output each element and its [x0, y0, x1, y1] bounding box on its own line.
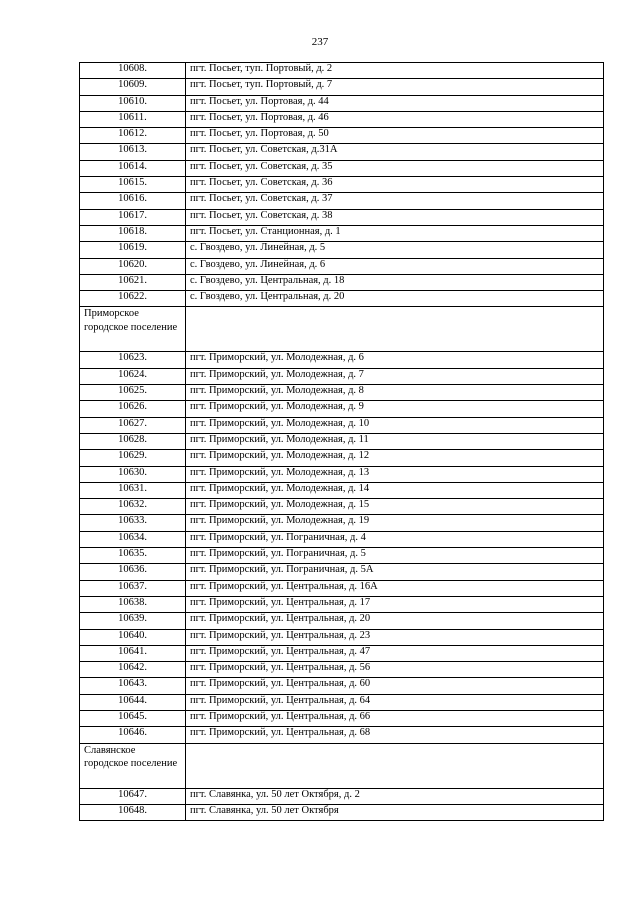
row-address: пгт. Приморский, ул. Молодежная, д. 15 [186, 499, 604, 515]
table-row [80, 274, 604, 290]
table-row [80, 258, 604, 274]
row-number: 10643. [80, 678, 186, 694]
table-row [80, 291, 604, 307]
row-number: 10639. [80, 613, 186, 629]
row-number: 10637. [80, 580, 186, 596]
row-number: 10619. [80, 242, 186, 258]
table-row [80, 596, 604, 612]
row-address: с. Гвоздево, ул. Центральная, д. 20 [186, 291, 604, 307]
row-number: 10625. [80, 385, 186, 401]
row-address: пгт. Приморский, ул. Молодежная, д. 13 [186, 466, 604, 482]
row-number: 10612. [80, 128, 186, 144]
table-row [80, 613, 604, 629]
group-name: Славянское городское поселение [80, 743, 186, 788]
table-row [80, 95, 604, 111]
table-row [80, 111, 604, 127]
row-address: пгт. Посьет, ул. Советская, д. 35 [186, 160, 604, 176]
row-address: пгт. Славянка, ул. 50 лет Октября, д. 2 [186, 788, 604, 804]
row-address: пгт. Приморский, ул. Центральная, д. 68 [186, 727, 604, 743]
row-number: 10622. [80, 291, 186, 307]
table-row [80, 242, 604, 258]
table-row [80, 548, 604, 564]
row-address: пгт. Приморский, ул. Центральная, д. 23 [186, 629, 604, 645]
address-table [79, 62, 604, 821]
row-address: с. Гвоздево, ул. Линейная, д. 6 [186, 258, 604, 274]
row-address: пгт. Приморский, ул. Молодежная, д. 7 [186, 368, 604, 384]
row-address: с. Гвоздево, ул. Линейная, д. 5 [186, 242, 604, 258]
row-address: пгт. Приморский, ул. Центральная, д. 60 [186, 678, 604, 694]
row-number: 10613. [80, 144, 186, 160]
row-number: 10646. [80, 727, 186, 743]
row-number: 10645. [80, 710, 186, 726]
row-address: пгт. Приморский, ул. Центральная, д. 64 [186, 694, 604, 710]
row-address: пгт. Приморский, ул. Пограничная, д. 4 [186, 531, 604, 547]
table-row [80, 645, 604, 661]
table-row [80, 417, 604, 433]
table-row [80, 352, 604, 368]
row-address: пгт. Посьет, туп. Портовый, д. 2 [186, 63, 604, 79]
row-address: пгт. Приморский, ул. Молодежная, д. 19 [186, 515, 604, 531]
row-number: 10647. [80, 788, 186, 804]
row-address: пгт. Приморский, ул. Центральная, д. 56 [186, 662, 604, 678]
row-number: 10618. [80, 225, 186, 241]
row-address: пгт. Приморский, ул. Пограничная, д. 5А [186, 564, 604, 580]
row-number: 10640. [80, 629, 186, 645]
row-number: 10623. [80, 352, 186, 368]
row-address: пгт. Посьет, ул. Портовая, д. 44 [186, 95, 604, 111]
row-number: 10633. [80, 515, 186, 531]
address-table-body [80, 63, 604, 821]
row-number: 10621. [80, 274, 186, 290]
table-row [80, 694, 604, 710]
row-address: пгт. Приморский, ул. Молодежная, д. 8 [186, 385, 604, 401]
row-address: пгт. Славянка, ул. 50 лет Октября [186, 804, 604, 820]
table-row [80, 629, 604, 645]
table-row [80, 531, 604, 547]
table-row [80, 499, 604, 515]
row-address: пгт. Приморский, ул. Молодежная, д. 9 [186, 401, 604, 417]
row-number: 10616. [80, 193, 186, 209]
row-address: пгт. Приморский, ул. Центральная, д. 47 [186, 645, 604, 661]
group-empty-cell [186, 307, 604, 352]
group-header-row [80, 743, 604, 788]
row-number: 10634. [80, 531, 186, 547]
row-number: 10631. [80, 482, 186, 498]
table-row [80, 433, 604, 449]
row-number: 10620. [80, 258, 186, 274]
row-number: 10626. [80, 401, 186, 417]
row-number: 10611. [80, 111, 186, 127]
table-row [80, 727, 604, 743]
page-number: 237 [311, 36, 329, 48]
row-address: пгт. Посьет, ул. Портовая, д. 50 [186, 128, 604, 144]
row-number: 10638. [80, 596, 186, 612]
row-address: пгт. Посьет, ул. Портовая, д. 46 [186, 111, 604, 127]
row-number: 10632. [80, 499, 186, 515]
row-address: пгт. Приморский, ул. Молодежная, д. 12 [186, 450, 604, 466]
row-number: 10636. [80, 564, 186, 580]
row-number: 10628. [80, 433, 186, 449]
table-row [80, 368, 604, 384]
table-row [80, 710, 604, 726]
row-address: пгт. Приморский, ул. Центральная, д. 66 [186, 710, 604, 726]
row-address: пгт. Посьет, ул. Советская, д. 36 [186, 177, 604, 193]
row-number: 10642. [80, 662, 186, 678]
table-row [80, 79, 604, 95]
row-address: пгт. Посьет, ул. Советская, д.31А [186, 144, 604, 160]
row-number: 10630. [80, 466, 186, 482]
row-number: 10609. [80, 79, 186, 95]
table-row [80, 788, 604, 804]
table-row [80, 63, 604, 79]
table-row [80, 128, 604, 144]
table-row [80, 144, 604, 160]
row-address: пгт. Приморский, ул. Молодежная, д. 11 [186, 433, 604, 449]
row-number: 10644. [80, 694, 186, 710]
row-number: 10614. [80, 160, 186, 176]
table-row [80, 482, 604, 498]
group-name: Приморское городское поселение [80, 307, 186, 352]
row-address: пгт. Приморский, ул. Центральная, д. 16А [186, 580, 604, 596]
row-address: пгт. Посьет, туп. Портовый, д. 7 [186, 79, 604, 95]
table-row [80, 385, 604, 401]
table-row [80, 209, 604, 225]
row-number: 10648. [80, 804, 186, 820]
table-row [80, 225, 604, 241]
row-address: пгт. Посьет, ул. Станционная, д. 1 [186, 225, 604, 241]
table-row [80, 580, 604, 596]
row-address: с. Гвоздево, ул. Центральная, д. 18 [186, 274, 604, 290]
row-number: 10610. [80, 95, 186, 111]
table-row [80, 177, 604, 193]
table-row [80, 160, 604, 176]
row-address: пгт. Приморский, ул. Центральная, д. 20 [186, 613, 604, 629]
table-row [80, 804, 604, 820]
row-address: пгт. Приморский, ул. Молодежная, д. 10 [186, 417, 604, 433]
row-number: 10641. [80, 645, 186, 661]
row-address: пгт. Приморский, ул. Центральная, д. 17 [186, 596, 604, 612]
row-number: 10617. [80, 209, 186, 225]
row-number: 10615. [80, 177, 186, 193]
table-row [80, 466, 604, 482]
row-number: 10608. [80, 63, 186, 79]
group-header-row [80, 307, 604, 352]
row-address: пгт. Приморский, ул. Молодежная, д. 14 [186, 482, 604, 498]
row-number: 10624. [80, 368, 186, 384]
row-number: 10629. [80, 450, 186, 466]
row-address: пгт. Посьет, ул. Советская, д. 38 [186, 209, 604, 225]
table-row [80, 662, 604, 678]
row-address: пгт. Посьет, ул. Советская, д. 37 [186, 193, 604, 209]
table-row [80, 515, 604, 531]
table-row [80, 193, 604, 209]
group-empty-cell [186, 743, 604, 788]
table-row [80, 450, 604, 466]
row-number: 10635. [80, 548, 186, 564]
table-row [80, 678, 604, 694]
row-address: пгт. Приморский, ул. Пограничная, д. 5 [186, 548, 604, 564]
table-row [80, 564, 604, 580]
row-number: 10627. [80, 417, 186, 433]
table-row [80, 401, 604, 417]
row-address: пгт. Приморский, ул. Молодежная, д. 6 [186, 352, 604, 368]
